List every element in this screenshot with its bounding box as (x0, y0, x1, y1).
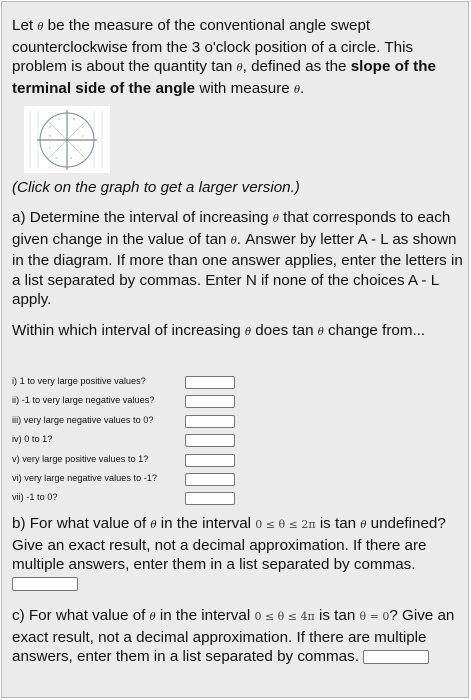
theta-symbol: θ (37, 22, 44, 33)
svg-text:C: C (58, 117, 61, 121)
part-a-text (12, 208, 464, 310)
subquestion-label: v) very large positive values to 1? (12, 453, 149, 464)
unit-circle-thumbnail[interactable] (24, 106, 110, 173)
intro-part: , defined as the (242, 58, 347, 75)
unit-circle-diagram[interactable] (24, 106, 110, 173)
part-b-segment: in the interval (160, 515, 252, 532)
subquestion-row (12, 391, 262, 410)
subquestion-label: iv) 0 to 1? (12, 434, 53, 445)
subquestion-row (12, 411, 262, 430)
intro-part: with measure (199, 79, 290, 97)
part-c-segment: is tan (318, 607, 356, 624)
theta-symbol: θ (245, 327, 252, 338)
theta-symbol: θ (360, 520, 367, 531)
answer-input-b[interactable] (12, 577, 78, 591)
part-b-segment: is tan (319, 515, 357, 532)
svg-text:E: E (49, 134, 51, 138)
part-c-segment: ? Give an exact result, not a decimal approximation. If there are multiple answers, enter them in a list separated by commas. (12, 607, 455, 665)
answer-input-ii[interactable] (185, 395, 235, 408)
subquestion-row (12, 430, 262, 449)
subquestion-row (12, 488, 262, 507)
interval-math: 0 ≤ θ ≤ 2π (255, 518, 316, 531)
theta-symbol: θ (272, 214, 279, 225)
intro-part: Let (12, 17, 34, 34)
question-segment: Within which interval of increasing (12, 322, 241, 339)
part-a-segment: a) Determine the interval of increasing (12, 209, 269, 226)
svg-text:B: B (73, 117, 76, 121)
svg-text:J: J (82, 134, 83, 138)
intro-bold: slope of the terminal side of the angle (12, 58, 436, 97)
part-c-text (12, 606, 464, 667)
equation-math: θ = 0 (359, 610, 390, 623)
part-c-segment: c) For what value of (12, 607, 146, 624)
svg-text:I: I (80, 148, 81, 152)
intro-part: be the measure of the conventional angle swept counterclockwise from the 3 o'clock position of a circle. This problem is about the quantity tan (12, 17, 414, 75)
part-b-segment: undefined? Give an exact result, not a decimal approximation. If there are multiple answers, enter them in a list separated by commas. (12, 515, 446, 573)
intro-part: . (299, 79, 305, 97)
svg-text:A: A (82, 125, 85, 129)
subquestion-label: vi) very large negative values to -1? (12, 472, 158, 483)
subquestion-list (12, 372, 262, 508)
answer-input-v[interactable] (185, 454, 235, 467)
part-b-segment: b) For what value of (12, 515, 147, 532)
problem-panel (1, 1, 469, 698)
theta-symbol: θ (150, 520, 157, 531)
theta-symbol: θ (236, 63, 243, 74)
intro-text (12, 16, 464, 100)
answer-input-iii[interactable] (185, 415, 235, 428)
caption-text: (Click on the graph to get a larger version.) (12, 179, 300, 196)
theta-symbol: θ (293, 84, 300, 96)
theta-symbol: θ (149, 612, 156, 623)
svg-text:D: D (49, 125, 52, 129)
part-a-segment: . Answer by letter A - L as shown in the diagram. If more than one answer applies, enter the letters in a list separated by commas. Enter N if none of the choices A - L apply. (12, 230, 463, 308)
subquestion-label: i) 1 to very large positive values? (12, 376, 146, 386)
subquestion-label: iii) very large negative values to 0? (12, 414, 154, 425)
question-segment: does tan (255, 322, 314, 339)
subquestion-label: vii) -1 to 0? (12, 492, 58, 503)
part-c-segment: in the interval (159, 607, 251, 624)
part-a-segment: that corresponds to each given change in the value of tan (12, 209, 451, 248)
answer-input-vi[interactable] (185, 473, 235, 486)
answer-input-c[interactable] (363, 650, 429, 664)
svg-text:G: G (55, 156, 58, 160)
answer-input-vii[interactable] (185, 492, 235, 505)
subquestion-row (12, 469, 262, 488)
subquestion-row (12, 450, 262, 469)
question-segment: change from... (328, 322, 426, 339)
answer-input-i[interactable] (185, 376, 235, 389)
svg-text:F: F (49, 146, 51, 150)
svg-text:H: H (70, 156, 73, 160)
part-b-text (12, 514, 464, 594)
theta-symbol: θ (317, 327, 324, 338)
interval-math: 0 ≤ θ ≤ 4π (254, 610, 315, 623)
interval-question (12, 321, 464, 343)
subquestion-label: ii) -1 to very large negative values? (12, 395, 155, 406)
subquestion-row (12, 372, 262, 391)
answer-input-iv[interactable] (185, 434, 235, 447)
theta-symbol: θ (230, 235, 237, 247)
